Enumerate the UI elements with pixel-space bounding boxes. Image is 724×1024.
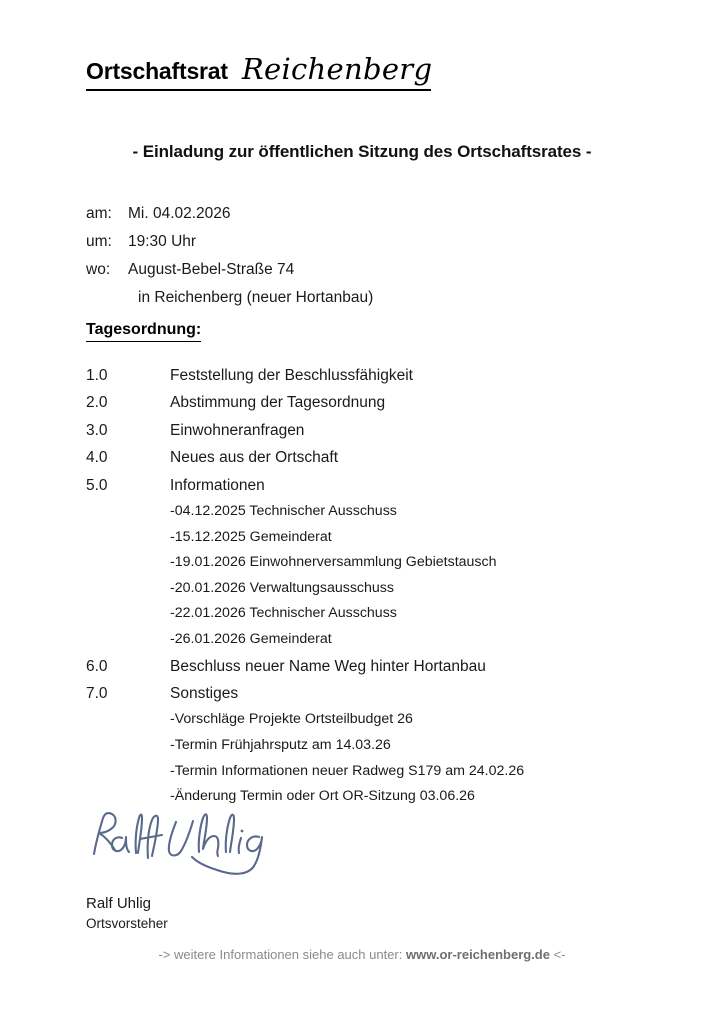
agenda-item-number: 2.0: [86, 394, 108, 412]
website-link[interactable]: www.or-reichenberg.de: [405, 947, 550, 962]
agenda-item-text: Einwohneranfragen: [170, 421, 305, 439]
detail-label-time: um:: [86, 233, 112, 250]
agenda-item-number: 4.0: [86, 449, 108, 467]
invitation-subtitle: - Einladung zur öffentlichen Sitzung des Ortschaftsrates -: [132, 142, 592, 161]
agenda-subitem: -19.01.2026 Einwohnerversammlung Gebietstausch: [170, 554, 497, 571]
detail-row-date: [86, 200, 373, 228]
agenda-item-number: 6.0: [86, 657, 108, 675]
agenda-item: [86, 472, 666, 499]
meeting-details: [86, 200, 373, 312]
agenda-list: [86, 362, 666, 810]
agenda-subitem: -Termin Informationen neuer Radweg S179 am 24.02.26: [170, 762, 525, 779]
agenda-item: [86, 362, 666, 389]
detail-value-time: 19:30 Uhr: [128, 233, 197, 250]
detail-label-location: wo:: [86, 261, 111, 278]
footer-suffix: <-: [549, 947, 566, 962]
agenda-subitem: -22.01.2026 Technischer Ausschuss: [170, 605, 397, 622]
agenda-item-text: Beschluss neuer Name Weg hinter Hortanbau: [170, 657, 486, 675]
signature-image: [84, 806, 304, 878]
agenda-subitem: -20.01.2026 Verwaltungsausschuss: [170, 579, 394, 596]
footer-note: [0, 947, 724, 962]
agenda-subitem: -Vorschläge Projekte Ortsteilbudget 26: [170, 711, 413, 728]
agenda-subitem: -15.12.2025 Gemeinderat: [170, 528, 332, 545]
signer-role: Ortsvorsteher: [86, 916, 168, 931]
detail-value-date: Mi. 04.02.2026: [128, 205, 231, 222]
footer-prefix: -> weitere Informationen siehe auch unter:: [158, 947, 406, 962]
agenda-item-text: Feststellung der Beschlussfähigkeit: [170, 367, 413, 384]
agenda-item-number: 7.0: [86, 685, 108, 702]
agenda-subitem: -04.12.2025 Technischer Ausschuss: [170, 503, 397, 520]
detail-value-location-continued: in Reichenberg (neuer Hortanbau): [138, 289, 374, 306]
document-header: [86, 52, 431, 91]
header-organization: Ortschaftsrat: [86, 58, 228, 84]
agenda-heading: Tagesordnung:: [86, 320, 201, 342]
agenda-item-number: 3.0: [86, 421, 108, 439]
agenda-item-number: 5.0: [86, 476, 108, 494]
agenda-item: [86, 444, 666, 471]
agenda-item-text: Informationen: [170, 476, 265, 494]
detail-row-location-continued: [86, 284, 373, 312]
agenda-item: [86, 653, 666, 680]
agenda-subitem: -Termin Frühjahrsputz am 14.03.26: [170, 737, 391, 753]
detail-label-empty: [86, 284, 138, 312]
detail-row-time: [86, 228, 373, 256]
agenda-item: [86, 389, 666, 416]
signer-name: Ralf Uhlig: [86, 895, 152, 912]
agenda-item: [86, 680, 666, 707]
agenda-item-text: Neues aus der Ortschaft: [170, 449, 338, 467]
detail-value-location: August-Bebel-Straße 74: [128, 261, 295, 278]
agenda-item-text: Sonstiges: [170, 685, 239, 702]
agenda-subitem: -26.01.2026 Gemeinderat: [170, 631, 332, 647]
agenda-item-number: 1.0: [86, 367, 108, 384]
detail-label-date: am:: [86, 205, 112, 222]
header-place: Reichenberg: [241, 52, 433, 86]
agenda-item-text: Abstimmung der Tagesordnung: [170, 394, 386, 412]
detail-row-location: [86, 256, 373, 284]
agenda-item: [86, 417, 666, 444]
agenda-subitem: -Änderung Termin oder Ort OR-Sitzung 03.06.26: [170, 788, 475, 805]
